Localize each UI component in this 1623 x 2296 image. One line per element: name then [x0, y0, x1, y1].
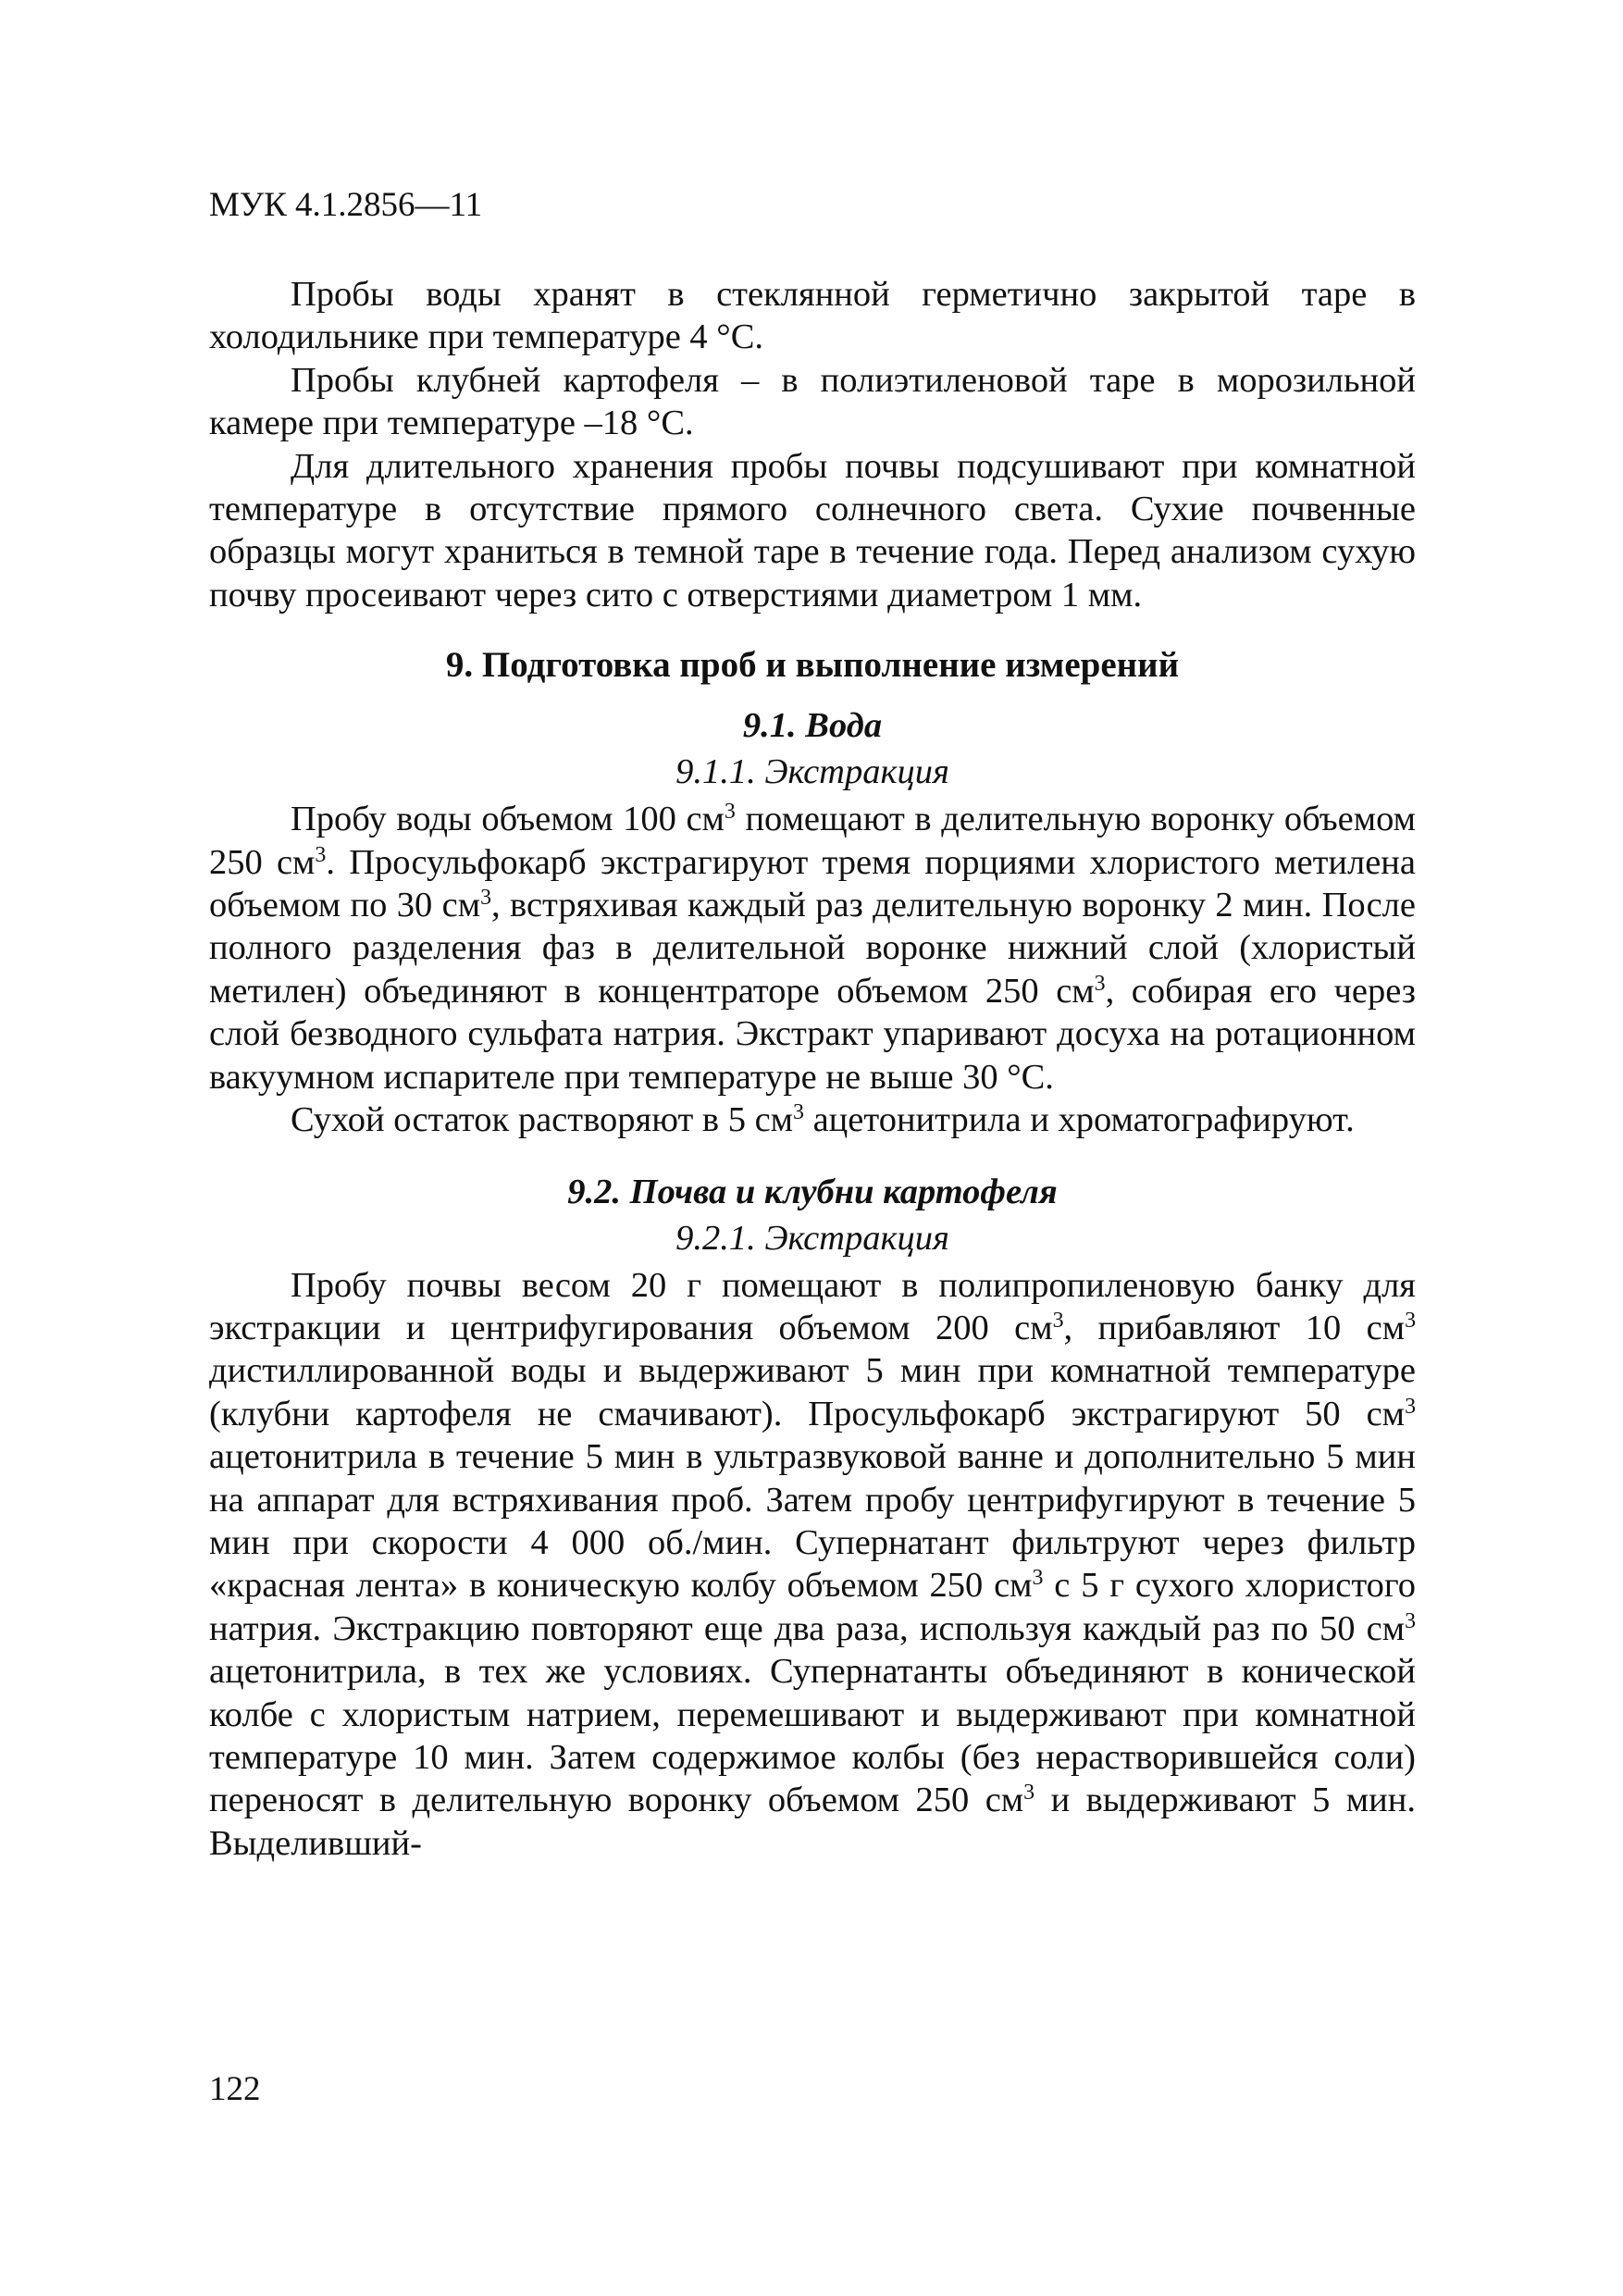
section-9-heading: 9. Подготовка проб и выполнение измерений [445, 645, 1180, 686]
text-run: Пробу почвы весом 20 г помещают в полипропиленовую банку для экстракции и центрифугирования объемом 200 см [209, 1265, 1416, 1347]
text-run: ацетонитрила и хроматографируют. [803, 1100, 1355, 1140]
document-body [209, 273, 1416, 1865]
superscript: 3 [1032, 1566, 1044, 1591]
water-extraction-paragraph [209, 798, 1416, 1098]
text-run: Пробу воды объемом 100 см [291, 800, 725, 839]
superscript: 3 [1023, 1781, 1035, 1806]
storage-paragraph-potato: Пробы клубней картофеля – в полиэтиленовой таре в морозильной камере при температуре –18 °С. [209, 360, 1416, 443]
text-run: дистиллированной воды и выдерживают 5 мин при комнатной температуре (клубни картофеля не смачивают). Просульфокарб экстрагируют 50 см [209, 1351, 1416, 1433]
text-run: с 5 г сухого хлористого натрия. Экстракцию повторяют еще два раза, используя каждый раз по 50 см [209, 1566, 1416, 1648]
soil-extraction-paragraph [209, 1264, 1416, 1866]
superscript: 3 [724, 800, 736, 825]
superscript: 3 [1052, 1308, 1064, 1333]
text-run: и выдерживают 5 мин. Выделивший- [209, 1781, 1416, 1863]
page-number: 122 [209, 2070, 261, 2108]
superscript: 3 [1405, 1308, 1416, 1333]
storage-paragraph-water: Пробы воды хранят в стеклянной герметично закрытой таре в холодильнике при температуре 4 °С. [209, 275, 1416, 357]
superscript: 3 [1405, 1608, 1416, 1633]
text-run: , встряхивая каждый раз делительную воронку 2 мин. После полного разделения фаз в делительной воронке нижний слой (хлористый метилен) объединяют в концентраторе объемом 250 см [209, 886, 1416, 1011]
superscript: 3 [1405, 1394, 1416, 1419]
text-run: ацетонитрила в течение 5 мин в ультразвуковой ванне и дополнительно 5 мин на аппарат для встряхивания проб. Затем пробу центрифугируют в течение 5 мин при скорости 4 000 об./мин. Супернатант фильтруют через фильтр «красная лента» в коническую колбу объемом 250 см [209, 1437, 1416, 1606]
section-9-1-heading: 9.1. Вода [742, 706, 883, 746]
section-9-2-1-heading: 9.2.1. Экстракция [675, 1218, 949, 1258]
text-run: , прибавляют 10 см [1063, 1308, 1406, 1347]
water-residue-paragraph [209, 1098, 1416, 1141]
text-run: Сухой остаток растворяют в 5 см [291, 1100, 794, 1140]
storage-paragraph-soil: Для длительного хранения пробы почвы подсушивают при комнатной температуре в отсутствие прямого солнечного света. Сухие почвенные образцы могут храниться в темной таре в течение года. Перед анализом сухую почву просеивают через сито с отверстиями диаметром 1 мм. [209, 446, 1416, 614]
text-run: помещают в делительную воронку объемом 250 см [209, 800, 1416, 882]
text-run: , собирая его через слой безводного сульфата натрия. Экстракт упаривают досуха на ротационном вакуумном испарителе при температуре не выше 30 °С. [209, 971, 1417, 1097]
superscript: 3 [315, 842, 327, 867]
text-run: ацетонитрила, в тех же условиях. Супернатанты объединяют в конической колбе с хлористым натрием, перемешивают и выдерживают при комнатной температуре 10 мин. Затем содержимое колбы (без нерастворившейся соли) переносят в делительную воронку объемом 250 см [209, 1652, 1416, 1820]
section-9-2-heading: 9.2. Почва и клубни картофеля [567, 1172, 1058, 1211]
running-header: МУК 4.1.2856—11 [209, 186, 483, 224]
text-run: . Просульфокарб экстрагируют тремя порциями хлористого метилена объемом по 30 см [209, 842, 1416, 925]
superscript: 3 [480, 885, 491, 910]
superscript: 3 [1094, 971, 1106, 996]
superscript: 3 [793, 1099, 804, 1124]
section-9-1-1-heading: 9.1.1. Экстракция [675, 752, 949, 792]
